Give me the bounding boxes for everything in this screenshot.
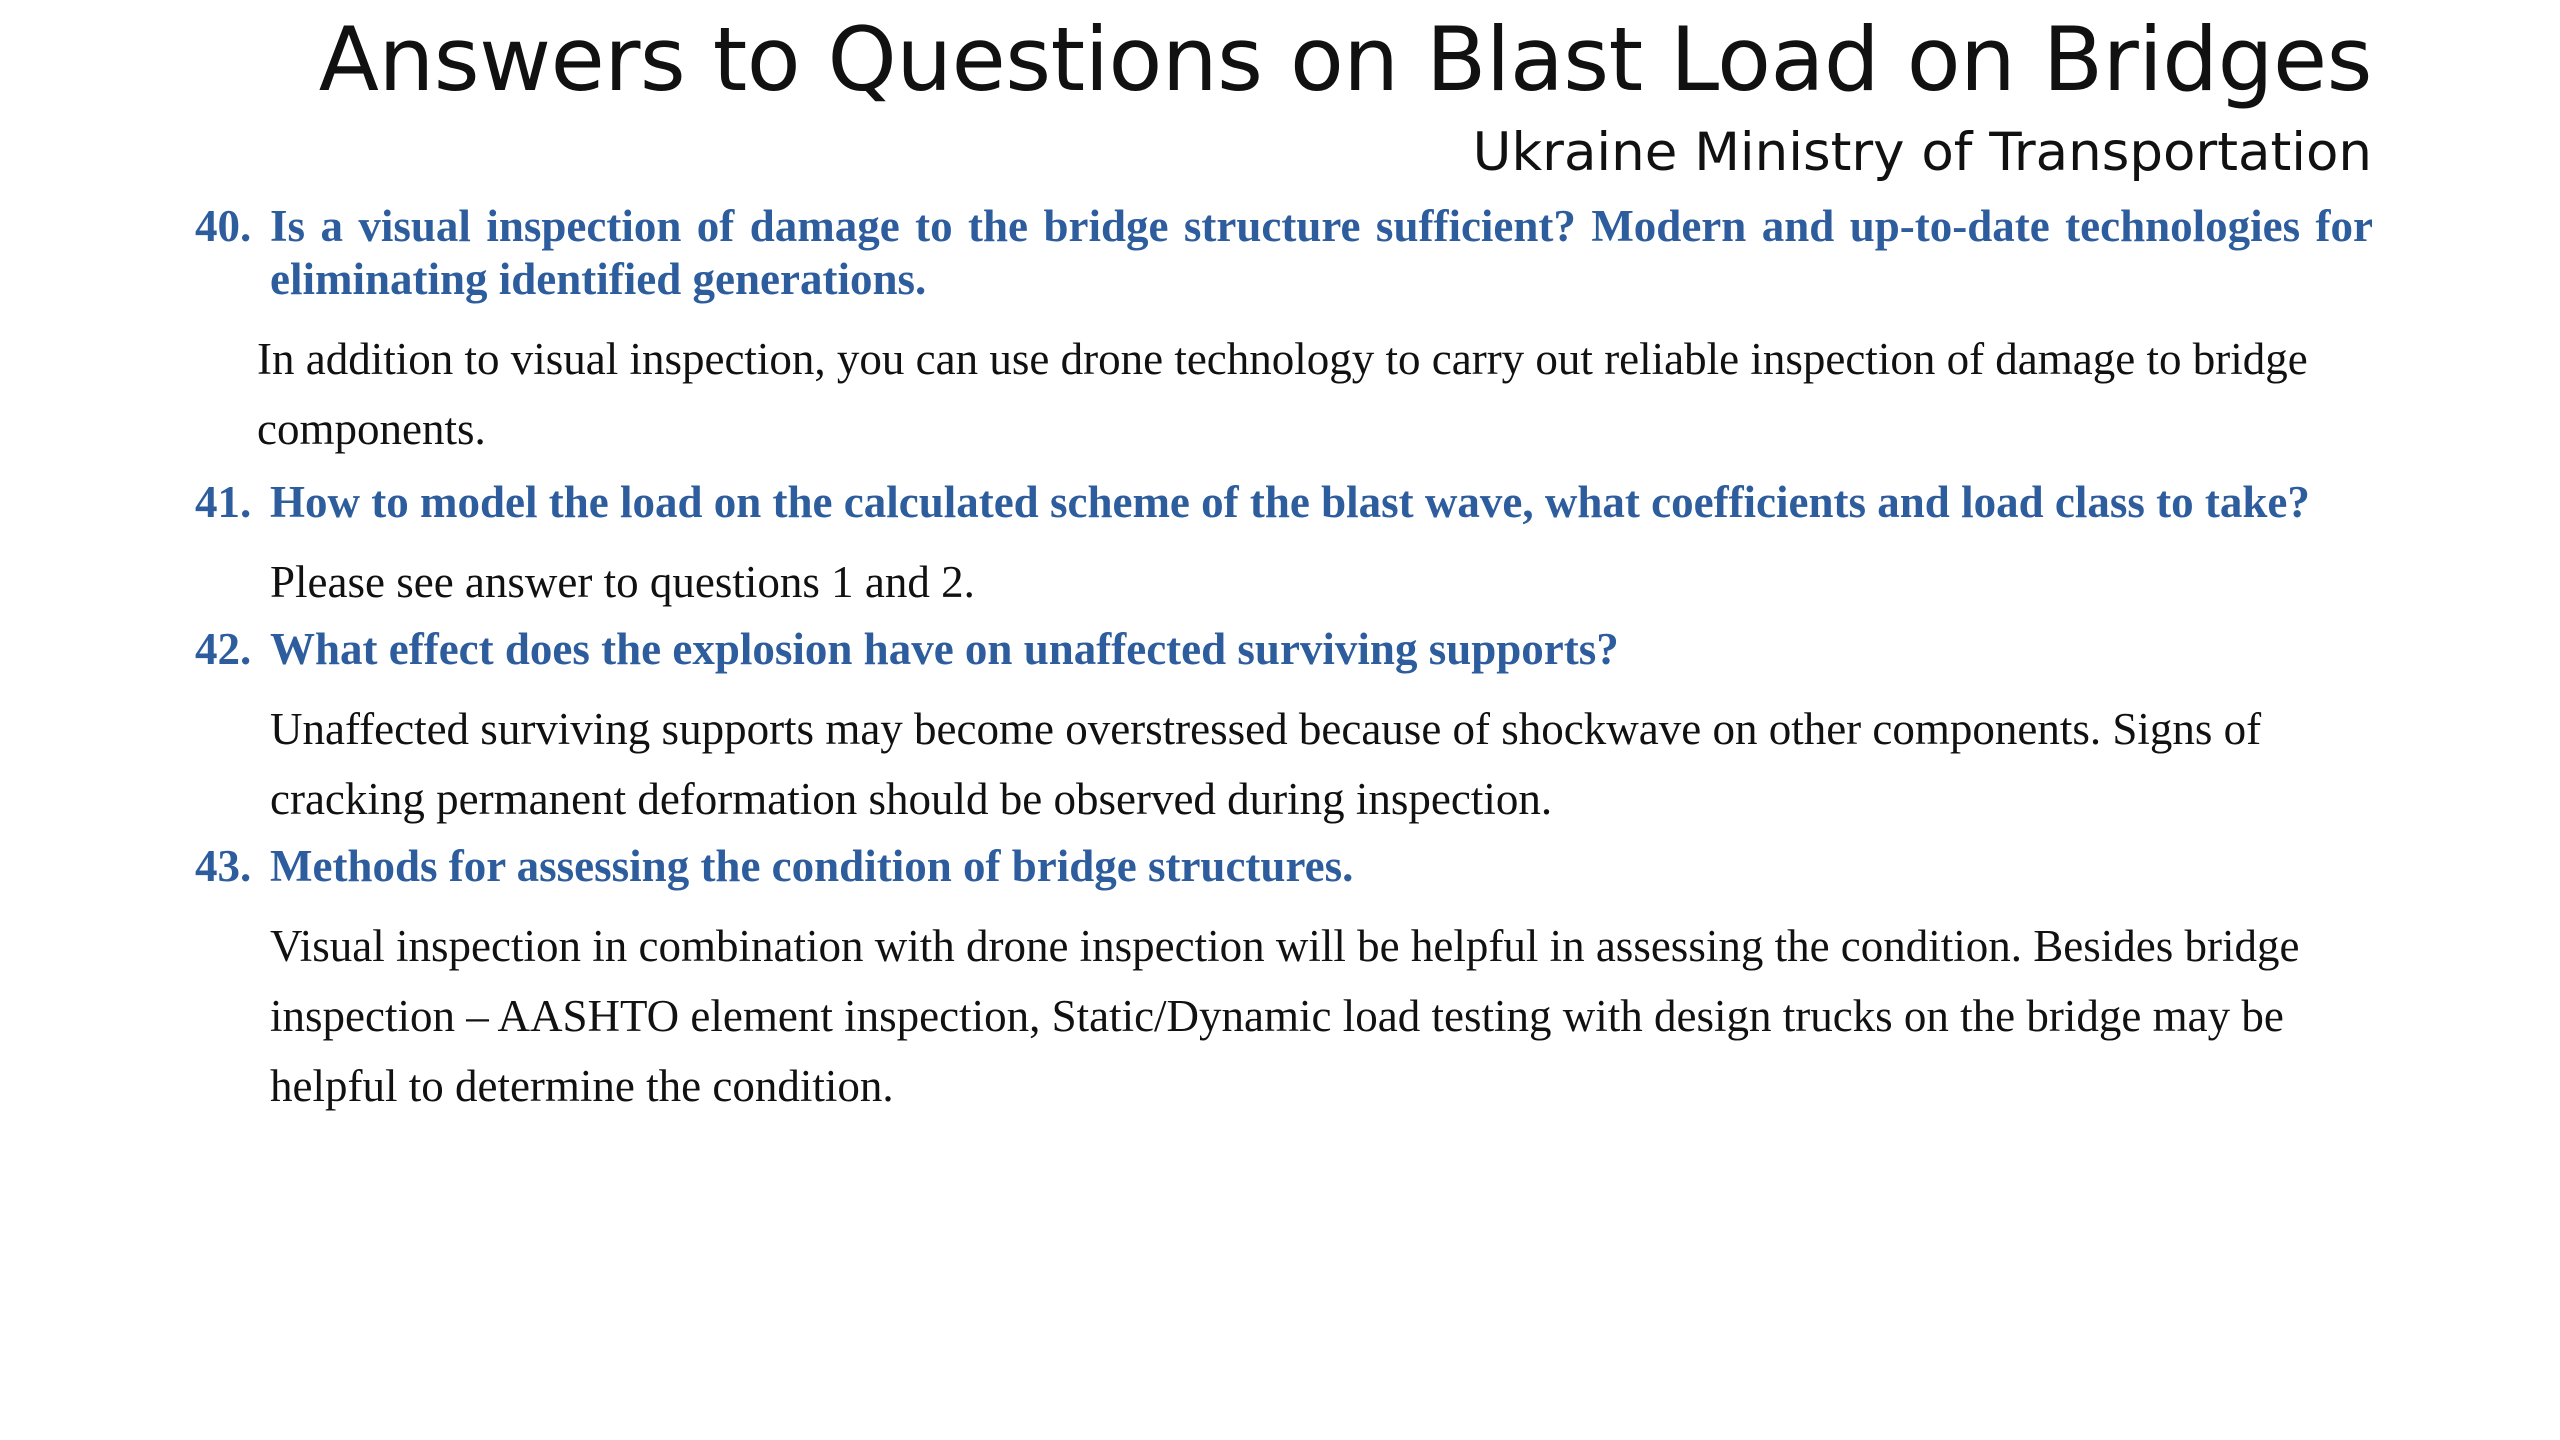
answer-text: In addition to visual inspection, you can use drone technology to carry out reliable inspection of damage to bridge components. [257, 334, 2308, 454]
question [195, 200, 2373, 306]
question [195, 840, 2373, 893]
answer-text: Please see answer to questions 1 and 2. [270, 557, 975, 607]
question-number: 43. [195, 841, 252, 891]
answer-text: Visual inspection in combination with drone inspection will be helpful in assessing the condition. Besides bridge inspection – AASHTO element inspection, Static/Dynamic load testing with design trucks on the bridge may be helpful to determine the condition. [270, 921, 2300, 1111]
answer-text: Unaffected surviving supports may become overstressed because of shockwave on other components. Signs of cracking permanent deformation should be observed during inspection. [270, 704, 2262, 824]
question-text: How to model the load on the calculated scheme of the blast wave, what coefficients and load class to take? [270, 477, 2310, 527]
slide-subtitle: Ukraine Ministry of Transportation [1472, 122, 2372, 183]
qa-list [195, 200, 2373, 1121]
question [195, 623, 2373, 676]
question-text: What effect does the explosion have on unaffected surviving supports? [270, 624, 1619, 674]
question-number: 41. [195, 477, 252, 527]
question [195, 476, 2373, 529]
qa-item [195, 476, 2373, 617]
question-number: 40. [195, 201, 252, 251]
slide-title: Answers to Questions on Blast Load on Bridges [318, 8, 2372, 111]
qa-item [195, 840, 2373, 1121]
question-text: Methods for assessing the condition of bridge structures. [270, 841, 1354, 891]
qa-item [195, 200, 2373, 464]
question-number: 42. [195, 624, 252, 674]
qa-item [195, 623, 2373, 834]
question-text: Is a visual inspection of damage to the bridge structure sufficient? Modern and up-to-date technologies for eliminating identified generations. [270, 201, 2373, 304]
